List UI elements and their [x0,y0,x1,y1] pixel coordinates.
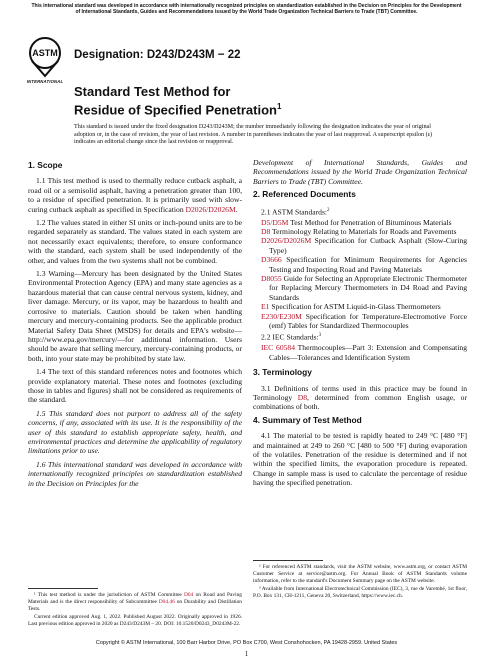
link-iec-60584[interactable]: IEC 60584 [261,343,296,353]
section-4-heading: 4. Summary of Test Method [253,414,362,425]
reference-item [261,302,467,311]
left-column [28,158,242,492]
reference-code-link[interactable]: D2026/D2026M [261,236,312,246]
logo-letters: ASTM [32,48,58,58]
reference-item [261,255,467,274]
designation [74,49,241,61]
reference-item [261,218,467,227]
reference-code-link[interactable]: D5/D5M [261,217,289,227]
link-d04[interactable]: D04 [184,592,194,598]
para-1-3: 1.3 Warning—Mercury has been designated by the United States Environmental Protection Agency (EPA) and many state agencies as a hazardous material that can cause central nervous system, kidney, and liver damage. Mercury, or its vapor, may be hazardous to health and corrosive to materials. Caution should be taken when handling mercury and mercury-containing products. See the applicable product Material Safety Data Sheet (MSDS) for details and EPA's website—http://www.epa.gov/mercury/—for additional information. Users should be aware that selling mercury, mercury-containing products, or both, into your state may be prohibited by state law. [28,269,242,363]
footnote-2: ² For referenced ASTM standards, visit the ASTM website, www.astm.org, or contact ASTM Customer Service at service@astm.org. For Annual Book of ASTM Standards volume information, refer to the standard's Document Summary page on the ASTM website. [253,564,467,584]
link-d04-46[interactable]: D04.46 [158,598,175,605]
reference-title: Specification for Temperature-Electromotive Force (emf) Tables for Standardized Thermocouples [269,311,467,331]
astm-standards-label: 2.1 ASTM Standards:$^2$ [261,207,330,217]
footnote-1-edition: Current edition approved Aug. 1, 2022. Published August 2022. Originally approved in 1926. Last previous edition approved in 2020 as D243/D243M – 20. DOI: 10.1520/D0243_D0243M-22. [28,614,242,628]
astm-logo-icon [28,36,62,78]
reference-item [261,312,467,331]
designation-code: D243/D243M − 22 [146,49,241,61]
copyright-footer: Copyright © ASTM International, 100 Barr Harbor Drive, PO Box C700, West Conshohocken, PA 19428-2959. United States [95,640,398,646]
iec-reference: IEC 60584 Thermocouples—Part 3: Extension and Compensating Cables—Tolerances and Identification System [261,343,467,362]
para-3-1: 3.1 Definitions of terms used in this practice may be found in Terminology D8, determined from common English usage, or combinations of both. [253,383,467,412]
reference-title: Specification for ASTM Liquid-in-Glass Thermometers [269,302,441,312]
wto-notice: This international standard was developed in accordance with internationally recognized principles on standardization established in the Decision on Principles for the Development of International Standards, Guides and Recommendations issued by the World Trade Organization Technical Barriers to Trade (TBT) Committee. [31,3,462,16]
footnotes-right [253,564,467,602]
title-line-1: Standard Test Method for [74,84,231,99]
reference-item [261,274,467,302]
para-1-6-continued: Development of International Standards, Guides and Recommendations issued by the World Trade Organization Technical Barriers to Trade (TBT) Committee. [253,158,467,186]
footnote-rule-right [253,560,323,561]
para-1-5: 1.5 This standard does not purport to address all of the safety concerns, if any, associated with its use. It is the responsibility of the user of this standard to establish appropriate safety, health, and environmental practices and determine the applicability of regulatory limitations prior to use. [28,408,242,456]
title-footnote-mark: 1 [277,102,282,111]
reference-code-link[interactable]: D3666 [261,255,282,265]
reference-item [261,227,467,236]
footnote-rule-left [28,588,98,589]
designation-label: Designation: [74,49,144,61]
issue-note: This standard is issued under the fixed designation D243/D243M; the number immediately following the designation indicates the year of original adoption or, in the case of revision, the year of last revision. A number in parentheses indicates the year of last reapproval. A superscript epsilon (ε) indicates an editorial change since the last revision or reapproval. [74,124,433,146]
reference-code-link[interactable]: D8055 [261,274,282,283]
document-title [74,84,281,117]
para-1-1: 1.1 This test method is used to thermally reduce cutback asphalt, a road oil or a semisolid asphalt, having a penetration greater than 100, to a residue of specified penetration. It is primarily used with slow-curing cutback asphalt as specified in Specification D2026/D2026M. [28,176,242,214]
title-line-2: Residue of Specified Penetration [74,102,277,118]
right-column [253,158,467,492]
reference-code-link[interactable]: E230/E230M [261,311,302,321]
reference-code-link[interactable]: E1 [261,302,270,312]
section-2-heading: 2. Referenced Documents [253,189,356,200]
reference-item [261,236,467,255]
reference-title: Test Method for Penetration of Bituminous Materials [288,217,452,227]
footnote-3: ³ Available from International Electrotechnical Commission (IEC), 3, rue de Varembé, 1st floor, P.O. Box 131, CH-1211, Geneva 20, Switzerland, https://www.iec.ch. [253,586,467,600]
reference-title: Guide for Selecting an Appropriate Electronic Thermometer for Replacing Mercury Thermometers in D4 Road and Paving Standards [269,274,467,302]
reference-title: Specification for Minimum Requirements for Agencies Testing and Inspecting Road and Paving Materials [269,255,467,274]
para-1-2: 1.2 The values stated in either SI units or inch-pound units are to be regarded separately as standard. The values stated in each system are not necessarily exact equivalents; therefore, to ensure conformance with the standard, each system shall be used independently of the other, and values from the two systems shall not be combined. [28,218,242,265]
astm-reference-list [253,218,467,331]
para-1-4: 1.4 The text of this standard references notes and footnotes which provide explanatory material. These notes and footnotes (excluding those in tables and figures) shall not be considered as requirements of the standard. [28,367,242,405]
section-3-heading: 3. Terminology [253,367,312,378]
logo-caption: INTERNATIONAL [26,79,64,84]
reference-title: Specification for Cutback Asphalt (Slow-Curing Type) [269,236,467,255]
reference-title: Terminology Relating to Materials for Roads and Pavements [270,226,457,236]
para-4-1: 4.1 The material to be tested is rapidly heated to 249 °C [480 °F] and maintained at 249 to 260 °C [480 to 500 °F] during evaporation of the volatiles. Penetration of the residue is determined and if not within the specified limits, the evaporation procedure is repeated. Change in sample mass is used to calculate the percentage of residue having the specified penetration. [253,431,467,488]
link-d8[interactable]: D8 [297,393,308,402]
link-d2026[interactable]: D2026/D2026M [185,204,236,214]
para-1-6: 1.6 This international standard was developed in accordance with internationally recognized principles on standardization established in the Decision on Principles for the [28,459,242,488]
footnote-1: ¹ This test method is under the jurisdiction of ASTM Committee D04 on Road and Paving Materials and is the direct responsibility of Subcommittee D04.46 on Durability and Distillation Tests. [28,592,243,612]
footnotes-left [28,592,242,630]
reference-code-link[interactable]: D8 [261,226,271,236]
iec-standards-label: 2.2 IEC Standards:$^3$ [261,332,322,342]
section-1-heading: 1. Scope [28,160,63,170]
page-number: 1 [244,650,249,658]
